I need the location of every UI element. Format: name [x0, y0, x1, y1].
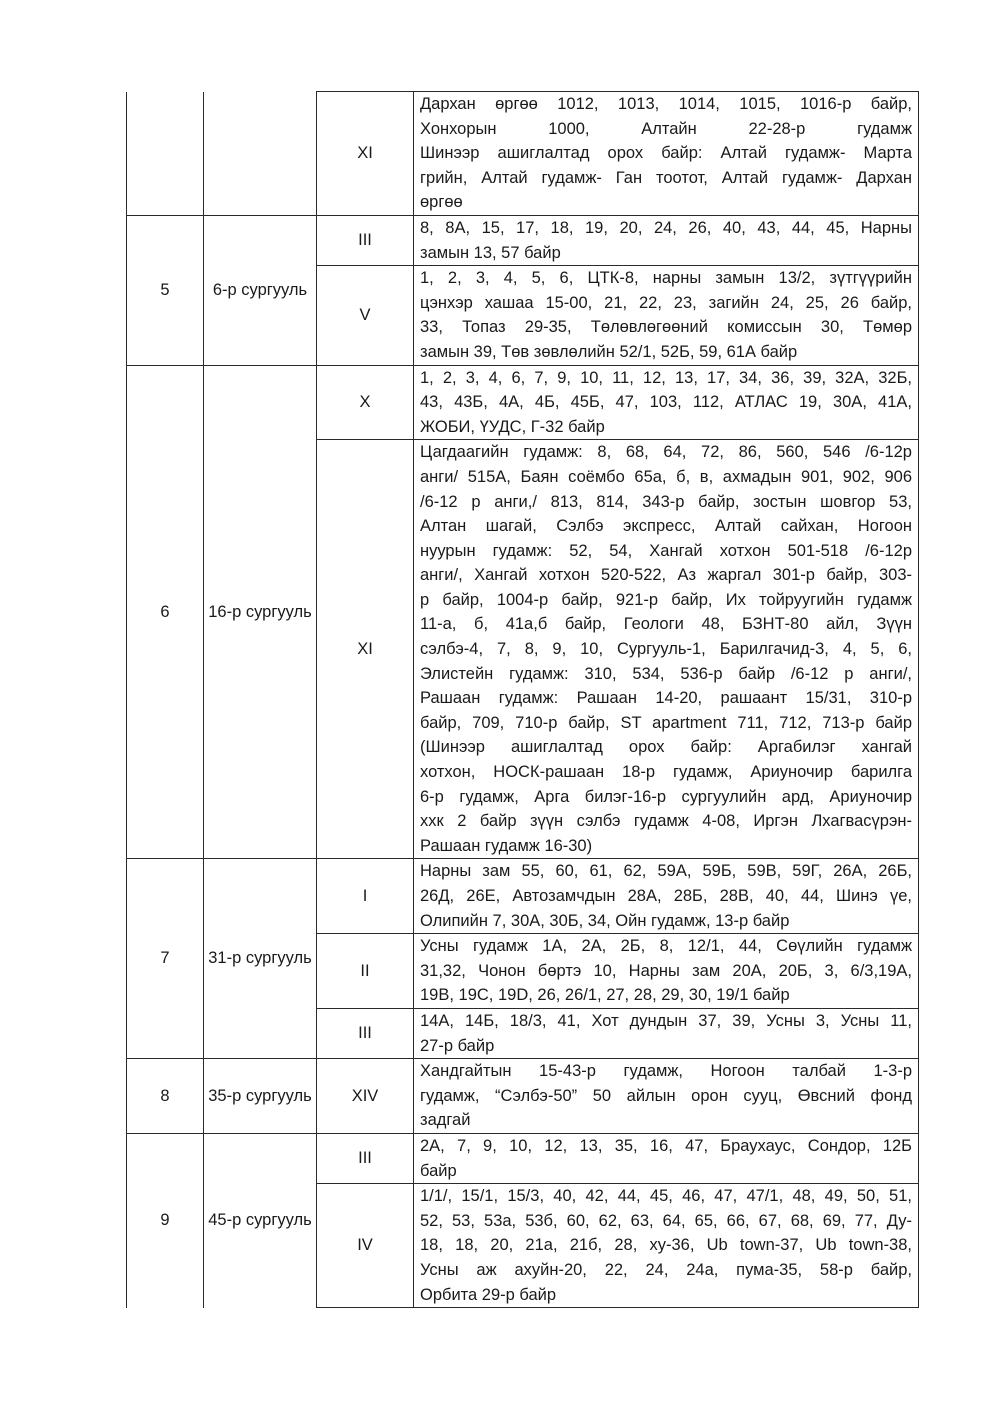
address-line: Хандгайтын 15-43-р гудамж, Ногоон талбай 1-3-р [420, 1062, 912, 1081]
address-line: Усны аж ахуйн-20, 22, 24, 24а, пума-35, 58-р байр, [420, 1260, 912, 1279]
address-line: нуурын гудамж: 52, 54, Хангай хотхон 501-518 /6-12р [420, 541, 912, 560]
row-number: 8 [127, 1059, 204, 1134]
address-line: өргөө [420, 193, 463, 212]
address-line: 19В, 19С, 19D, 26, 26/1, 27, 28, 29, 30, 19/1 байр [420, 986, 790, 1005]
school-district-table [126, 91, 919, 1308]
address-line: 6-р гудамж, Арга билэг-16-р сургуулийн ард, Ариуночир [420, 787, 912, 806]
subdistrict-number: X [317, 365, 414, 440]
address-line: Элистейн гудамж: 310, 534, 536-р байр /6-12 р анги/, [420, 664, 912, 683]
school-name-label: 6-р сургууль [212, 280, 308, 299]
address-line: ххк 2 байр зүүн сэлбэ гудамж 4-08, Иргэн Лхагвасүрэн- [420, 812, 912, 831]
row-number: 5 [127, 215, 204, 365]
row-number: 7 [127, 859, 204, 1059]
subdistrict-number: III [317, 215, 414, 265]
address-line: 27-р байр [420, 1036, 495, 1055]
address-line: (Шинээр ашиглалтад орох байр: Аргабилэг хангай [420, 738, 912, 757]
address-line: 11-а, б, 41а,б байр, Геологи 48, БЗНТ-80 айл, Зүүн [420, 615, 912, 634]
school-name [204, 1059, 317, 1134]
school-name-label: 35-р сургууль [208, 1086, 312, 1105]
address-line: ЖОБИ, ҮУДС, Г-32 байр [420, 417, 605, 436]
address-line: 2А, 7, 9, 10, 12, 13, 35, 16, 47, Браухаус, Сондор, 12Б [420, 1136, 912, 1155]
table-row [127, 215, 919, 265]
address-line: 31,32, Чонон бөртэ 10, Нарны зам 20А, 20Б, 3, 6/3,19А, [420, 961, 912, 980]
address-line: /6-12 р анги,/ 813, 814, 343-р байр, зостын шовгор 53, [420, 492, 912, 511]
school-name [204, 215, 317, 365]
address-line: задгай [420, 1111, 471, 1130]
address-list [414, 440, 919, 859]
subdistrict-number: III [317, 1133, 414, 1183]
row-number: 6 [127, 365, 204, 859]
address-line: Цагдаагийн гудамж: 8, 68, 64, 72, 86, 560, 546 /6-12р [420, 443, 912, 462]
address-line: Шинээр ашиглалтад орох байр: Алтай гудамж- Марта [420, 144, 912, 163]
subdistrict-number: XI [317, 440, 414, 859]
school-name [204, 859, 317, 1059]
address-line: анги/ 515А, Баян соёмбо 65а, б, в, ахмадын 901, 902, 906 [420, 467, 912, 486]
school-name-label: 16-р сургууль [208, 602, 312, 621]
address-line: хотхон, НОСК-рашаан 18-р гудамж, Ариуночир барилга [420, 763, 912, 782]
subdistrict-number: I [317, 859, 414, 934]
address-list [414, 1059, 919, 1134]
address-line: Усны гудамж 1А, 2А, 2Б, 8, 12/1, 44, Сөүлийн гудамж [420, 937, 912, 956]
subdistrict-number: II [317, 934, 414, 1009]
address-list [414, 266, 919, 365]
table-row [127, 1059, 919, 1134]
school-name [204, 1133, 317, 1307]
address-line: р байр, 1004-р байр, 921-р байр, Их тойруугийн гудамж [420, 590, 912, 609]
school-name [204, 92, 317, 216]
subdistrict-number: IV [317, 1184, 414, 1308]
address-list [414, 215, 919, 265]
address-list [414, 934, 919, 1009]
address-list [414, 1133, 919, 1183]
subdistrict-number: III [317, 1008, 414, 1058]
address-line: байр [420, 1161, 457, 1180]
address-list [414, 859, 919, 934]
address-line: Рашаан гудамж: Рашаан 14-20, рашаант 15/31, 310-р [420, 689, 912, 708]
subdistrict-number: V [317, 266, 414, 365]
subdistrict-number: XIV [317, 1059, 414, 1134]
address-line: 8, 8А, 15, 17, 18, 19, 20, 24, 26, 40, 43, 44, 45, Нарны [420, 218, 912, 237]
table-row [127, 365, 919, 440]
subdistrict-number: XI [317, 92, 414, 216]
table-row [127, 92, 919, 216]
address-line: 33, Топаз 29-35, Төлөвлөгөөний комиссын 30, Төмөр [420, 318, 912, 337]
address-line: замын 13, 57 байр [420, 243, 561, 262]
address-line: Хонхорын 1000, Алтайн 22-28-р гудамж [420, 119, 912, 138]
address-line: 52, 53, 53а, 53б, 60, 62, 63, 64, 65, 66, 67, 68, 69, 77, Ду- [420, 1211, 912, 1230]
address-line: 18, 18, 20, 21а, 21б, 28, ху-36, Ub town-37, Ub town-38, [420, 1236, 912, 1255]
address-line: гудамж, “Сэлбэ-50” 50 айлын орон сууц, Өвсний фонд [420, 1086, 912, 1105]
address-line: Олипийн 7, 30А, 30Б, 34, Ойн гудамж, 13-р байр [420, 911, 790, 930]
address-line: 43, 43Б, 4А, 4Б, 45Б, 47, 103, 112, АТЛАС 19, 30А, 41А, [420, 393, 912, 412]
address-line: цэнхэр хашаа 15-00, 21, 22, 23, загийн 24, 25, 26 байр, [420, 293, 912, 312]
address-line: Рашаан гудамж 16-30) [420, 836, 593, 855]
address-list [414, 365, 919, 440]
school-name [204, 365, 317, 859]
address-line: 1, 2, 3, 4, 6, 7, 9, 10, 11, 12, 13, 17, 34, 36, 39, 32А, 32Б, [420, 368, 912, 387]
address-line: Алтан шагай, Сэлбэ экспресс, Алтай сайхан, Ногоон [420, 517, 912, 536]
address-list [414, 1008, 919, 1058]
address-line: 14А, 14Б, 18/3, 41, Хот дундын 37, 39, Усны 3, Усны 11, [420, 1011, 912, 1030]
address-line: сэлбэ-4, 7, 8, 9, 10, Сургууль-1, Барилгачид-3, 4, 5, 6, [420, 640, 912, 659]
address-line: Дархан өргөө 1012, 1013, 1014, 1015, 1016-р байр, [420, 95, 912, 113]
address-list [414, 1184, 919, 1308]
table-row [127, 859, 919, 934]
address-line: Орбита 29-р байр [420, 1285, 557, 1304]
address-line: 1/1/, 15/1, 15/3, 40, 42, 44, 45, 46, 47, 47/1, 48, 49, 50, 51, [420, 1187, 912, 1206]
school-name-label: 45-р сургууль [208, 1211, 312, 1230]
row-number: 9 [127, 1133, 204, 1307]
address-line: 26Д, 26Е, Автозамчдын 28А, 28Б, 28В, 40, 44, Шинэ үе, [420, 887, 912, 905]
address-line: байр, 709, 710-р байр, ST apartment 711, 712, 713-р байр [420, 713, 912, 732]
address-line: грийн, Алтай гудамж- Ган тоотот, Алтай гудамж- Дархан [420, 168, 912, 187]
address-line: Нарны зам 55, 60, 61, 62, 59А, 59Б, 59В, 59Г, 26А, 26Б, [420, 862, 912, 881]
address-line: 1, 2, 3, 4, 5, 6, ЦТК-8, нарны замын 13/2, зүтгүүрийн [420, 269, 912, 288]
address-list [414, 92, 919, 216]
table-row [127, 1133, 919, 1183]
row-number [127, 92, 204, 216]
address-line: замын 39, Төв зөвлөлийн 52/1, 52Б, 59, 61А байр [420, 342, 798, 361]
school-name-label: 31-р сургууль [208, 949, 312, 968]
address-line: анги/, Хангай хотхон 520-522, Аз жаргал 301-р байр, 303- [420, 566, 912, 585]
